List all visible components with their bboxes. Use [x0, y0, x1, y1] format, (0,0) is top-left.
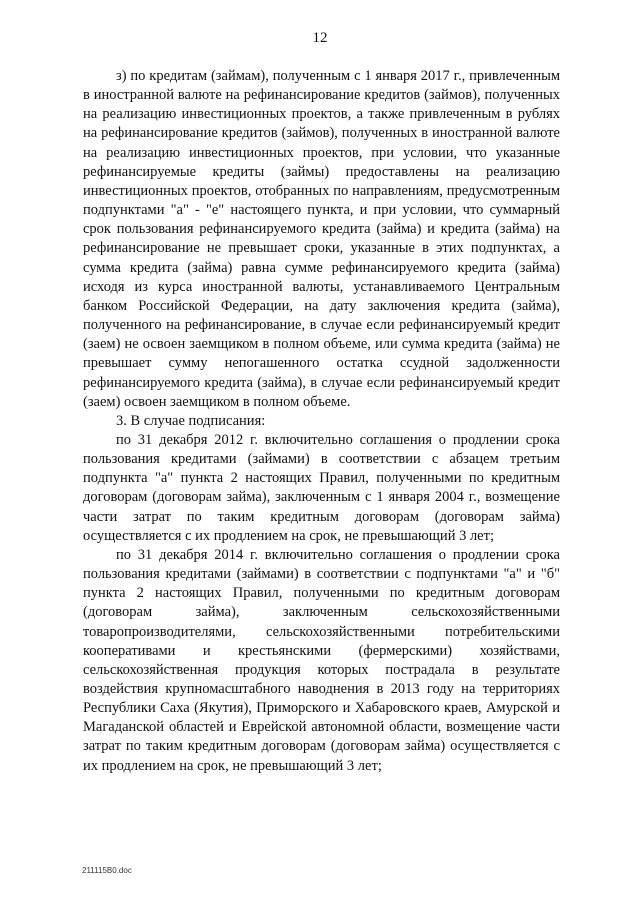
page-number: 12: [312, 30, 328, 46]
footer-filename: 211115В0.doc: [82, 866, 132, 875]
paragraph-2014-agreement: по 31 декабря 2014 г. включительно соглашения о продлении срока пользования кредитами (займами) в соответствии с подпунктами "а" и "б" пункта 2 настоящих Правил, полученными по кредитным договорам (договорам займа), заключенным сельскохозяйственными товаропроизводителями, сельскохозяйственными потребительскими кооперативами и крестьянскими (фермерскими) хозяйствами, сельскохозяйственная продукция которых пострадала в результате воздействия крупномасштабного наводнения в 2013 году на территориях Республики Саха (Якутия), Приморского и Хабаровского краев, Амурской и Магаданской областей и Еврейской автономной области, возмещение части затрат по таким кредитным договорам (договорам займа) осуществляется с их продлением на срок, не превышающий 3 лет;: [83, 546, 560, 774]
document-body: [83, 67, 560, 776]
paragraph-2012-agreement: по 31 декабря 2012 г. включительно соглашения о продлении срока пользования кредитами (займами) в соответствии с абзацем третьим подпункта "а" пункта 2 настоящих Правил, полученными по кредитным договорам (договорам займа), заключенным с 1 января 2004 г., возмещение части затрат по таким кредитным договорам (договорам займа) осуществляется с их продлением на срок, не превышающий 3 лет;: [83, 431, 560, 544]
paragraph-item-z: з) по кредитам (займам), полученным с 1 января 2017 г., привлеченным в иностранной валюте на рефинансирование кредитов (займов), полученных на реализацию инвестиционных проектов, а также привлеченным в рублях на рефинансирование кредитов (займов), полученных в иностранной валюте на реализацию инвестиционных проектов, при условии, что указанные рефинансируемые кредиты (займы) предоставлены на реализацию инвестиционных проектов, отобранных по направлениям, предусмотренным подпунктами "а" - "е" настоящего пункта, и при условии, что суммарный срок пользования рефинансируемого кредита (займа) и кредита (займа) на рефинансирование не превышает сроки, указанные в этих подпунктах, а сумма кредита (займа) равна сумме рефинансируемого кредита (займа) исходя из курса иностранной валюты, устанавливаемого Центральным банком Российской Федерации, на дату заключения кредита (займа), полученного на рефинансирование, в случае если рефинансируемый кредит (заем) не освоен заемщиком в полном объеме, или сумма кредита (займа) не превышает сумму непогашенного остатка ссудной задолженности рефинансируемого кредита (займа), в случае если рефинансируемый кредит (заем) освоен заемщиком в полном объеме.: [83, 68, 560, 410]
paragraph-section-3: 3. В случае подписания:: [116, 412, 266, 429]
